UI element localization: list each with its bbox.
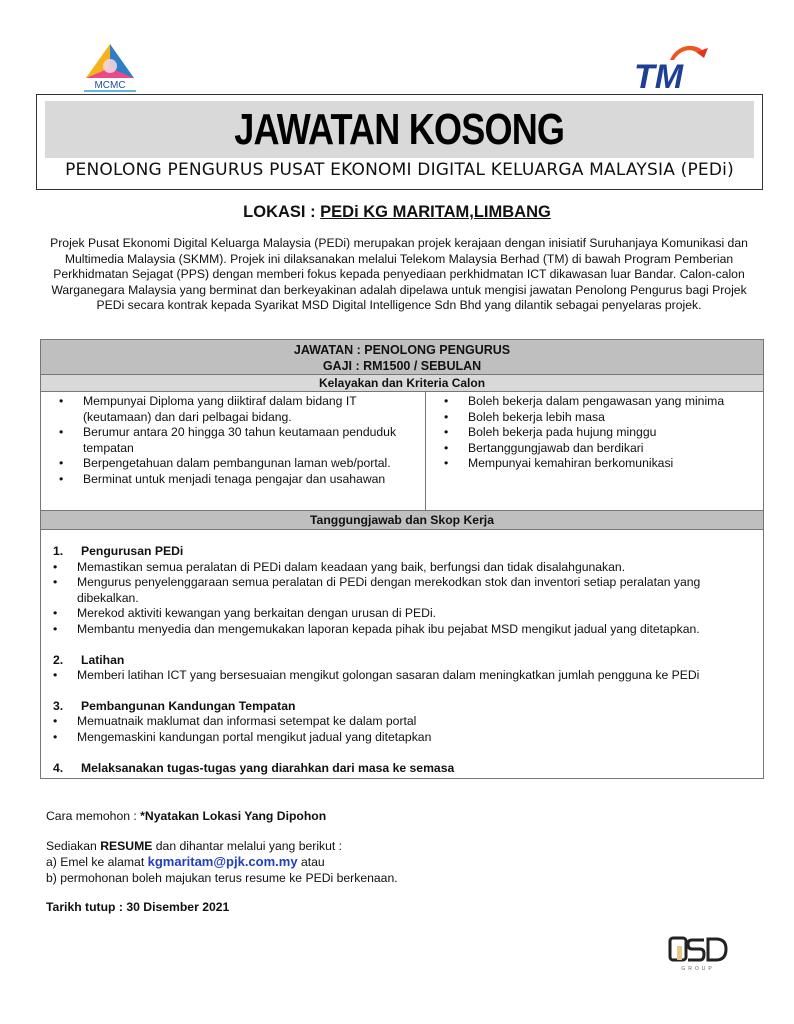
closing-date: Tarikh tutup : 30 Disember 2021 (46, 900, 230, 915)
criteria-item: • Berminat untuk menjadi tenaga pengajar dan usahawan (51, 472, 419, 488)
duties-heading: Tanggungjawab dan Skop Kerja (41, 511, 763, 530)
location-value: PEDi KG MARITAM,LIMBANG (320, 203, 551, 221)
svg-text:GROUP: GROUP (681, 966, 715, 972)
duty-item: • Mengurus penyelenggaraan semua peralatan di PEDi dengan merekodkan stok dan inventori setiap peralatan yang dibekalkan. (53, 575, 753, 606)
duty-section (53, 544, 753, 638)
criteria-item: • Boleh bekerja lebih masa (436, 410, 757, 426)
location (0, 203, 794, 222)
criteria-left (41, 392, 426, 510)
criteria-columns (41, 392, 763, 511)
criteria-item: • Boleh bekerja pada hujung minggu (436, 425, 757, 441)
location-label: LOKASI : (243, 203, 321, 221)
title-box (36, 94, 763, 190)
duty-item: • Merekod aktiviti kewangan yang berkaitan dengan urusan di PEDi. (53, 606, 753, 622)
mcmc-logo (78, 42, 142, 92)
criteria-heading: Kelayakan dan Kriteria Calon (41, 375, 763, 392)
criteria-right (426, 392, 763, 510)
criteria-item: • Mempunyai kemahiran berkomunikasi (436, 456, 757, 472)
svg-text:MCMC: MCMC (94, 80, 126, 91)
how-to-apply: Cara memohon : *Nyatakan Lokasi Yang Dipohon (46, 809, 327, 823)
duty-section-title: 2. Latihan (53, 652, 125, 667)
duties-list (41, 530, 763, 776)
duty-item: • Memuatnaik maklumat dan informasi setempat ke dalam portal (53, 714, 753, 730)
job-table (40, 339, 764, 779)
criteria-item: • Boleh bekerja dalam pengawasan yang minima (436, 394, 757, 410)
duty-section-title: 1. Pengurusan PEDi (53, 544, 184, 558)
tm-logo (630, 40, 710, 92)
email-link[interactable]: kgmaritam@pjk.com.my (147, 854, 298, 870)
location-note: *Nyatakan Lokasi Yang Dipohon (140, 809, 327, 823)
duty-section (53, 699, 753, 746)
criteria-item: • Bertanggungjawab dan berdikari (436, 441, 757, 457)
option-a: a) Emel ke alamat kgmaritam@pjk.com.my atau (46, 854, 325, 870)
job-salary: GAJI : RM1500 / SEBULAN (322, 359, 482, 373)
criteria-item: • Berpengetahuan dalam pembangunan laman web/portal. (51, 456, 419, 472)
page-subtitle: PENOLONG PENGURUS PUSAT EKONOMI DIGITAL KELUARGA MALAYSIA (PEDi) (65, 160, 734, 180)
intro-paragraph: Projek Pusat Ekonomi Digital Keluarga Malaysia (PEDi) merupakan projek kerajaan dengan inisiatif Suruhanjaya Komunikasi dan Multimedia Malaysia (SKMM). Projek ini dilaksanakan melalui Telekom Malaysia Berhad (TM) di bawah Program Pemberian Perkhidmatan Sejagat (PPS) dengan memberi fokus kepada penyediaan perkhidmatan ICT dikawasan luar Bandar. Calon-calon Warganegara Malaysia yang berminat dan berkeyakinan adalah dipelawa untuk mengisi jawatan Penolong Pengurus bagi Projek PEDi secara kontrak kepada Syarikat MSD Digital Intelligence Sdn Bhd yang dilantik sebagai penyelaras projek. (50, 236, 748, 313)
duty-section (53, 761, 753, 777)
job-position: JAWATAN : PENOLONG PENGURUS (293, 343, 511, 357)
application-info (46, 809, 398, 916)
msd-logo (668, 934, 728, 972)
svg-text:TM: TM (634, 58, 684, 92)
duty-section (53, 653, 753, 684)
criteria-item: • Mempunyai Diploma yang diiktiraf dalam bidang IT (keutamaan) dan dari pelbagai bidang. (51, 394, 419, 425)
page-title: JAWATAN KOSONG (234, 104, 565, 154)
prepare-line: Sediakan RESUME dan dihantar melalui yang berikut : (46, 838, 343, 853)
duty-section-title: 3. Pembangunan Kandungan Tempatan (53, 698, 296, 713)
duty-section-title: 4. Melaksanakan tugas-tugas yang diarahkan dari masa ke semasa (53, 760, 455, 775)
title-band (45, 101, 754, 158)
criteria-item: • Berumur antara 20 hingga 30 tahun keutamaan penduduk tempatan (51, 425, 419, 456)
option-b: b) permohonan boleh majukan terus resume ke PEDi berkenaan. (46, 870, 398, 885)
duty-item: • Membantu menyedia dan mengemukakan laporan kepada pihak ibu pejabat MSD mengikut jadual yang ditetapkan. (53, 622, 753, 638)
duty-item: • Memberi latihan ICT yang bersesuaian mengikut golongan sasaran dalam meningkatkan jumlah pengguna ke PEDi (53, 668, 753, 684)
job-header (41, 340, 763, 375)
duty-item: • Memastikan semua peralatan di PEDi dalam keadaan yang baik, berfungsi dan tidak disalahgunakan. (53, 560, 753, 576)
duty-item: • Mengemaskini kandungan portal mengikut jadual yang ditetapkan (53, 730, 753, 746)
